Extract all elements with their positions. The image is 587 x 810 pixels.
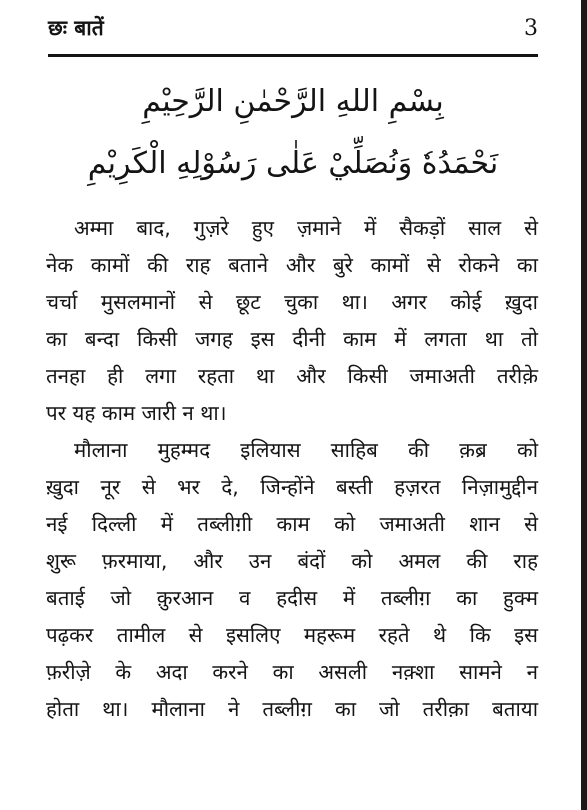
text-line: शुरू फ़रमाया, और उन बंदों को अमल की राह (46, 549, 538, 573)
text-line: अम्मा बाद, गुज़रे हुए ज़माने में सैकड़ों साल से (74, 216, 538, 240)
text-line: ख़ुदा नूर से भर दे, जिन्होंने बस्ती हज़रत निज़ामुद्दीन (46, 475, 538, 499)
text-line: नई दिल्ली में तब्लीग़ी काम को जमाअती शान से (46, 512, 538, 536)
paragraph-2 (46, 432, 538, 728)
body-text (46, 210, 538, 728)
text-line: चर्चा मुसलमानों से छूट चुका था। अगर कोई ख़ुदा (46, 290, 538, 314)
arabic-bismillah: بِسْمِ اللهِ الرَّحْمٰنِ الرَّحِيْمِ (142, 84, 444, 119)
text-line: फ़रीज़े के अदा करने का असली नक़्शा सामने न (46, 660, 538, 684)
paragraph-1 (46, 210, 538, 432)
arabic-salutation: نَحْمَدُهٗ وَنُصَلِّيْ عَلٰى رَسُوْلِهِ الْكَرِيْمِ (87, 146, 499, 181)
text-line: बताई जो क़ुरआन व हदीस में तब्लीग़ का हुक्म (46, 586, 538, 610)
running-title: छः बातें (48, 16, 104, 40)
text-line: होता था। मौलाना ने तब्लीग़ का जो तरीक़ा बताया (46, 697, 538, 721)
page-number: 3 (524, 16, 538, 41)
text-line: का बन्दा किसी जगह इस दीनी काम में लगता था तो (46, 327, 538, 351)
text-line: पर यह काम जारी न था। (46, 401, 227, 425)
page-header (48, 14, 538, 50)
text-line: तनहा ही लगा रहता था और किसी जमाअती तरीक़े (46, 364, 538, 388)
text-line: पढ़कर तामील से इसलिए महरूम रहते थे कि इस (46, 623, 538, 647)
header-rule (48, 54, 538, 57)
text-line: नेक कामों की राह बताने और बुरे कामों से रोकने का (46, 253, 538, 277)
text-line: मौलाना मुहम्मद इलियास साहिब की क़ब्र को (74, 438, 538, 462)
